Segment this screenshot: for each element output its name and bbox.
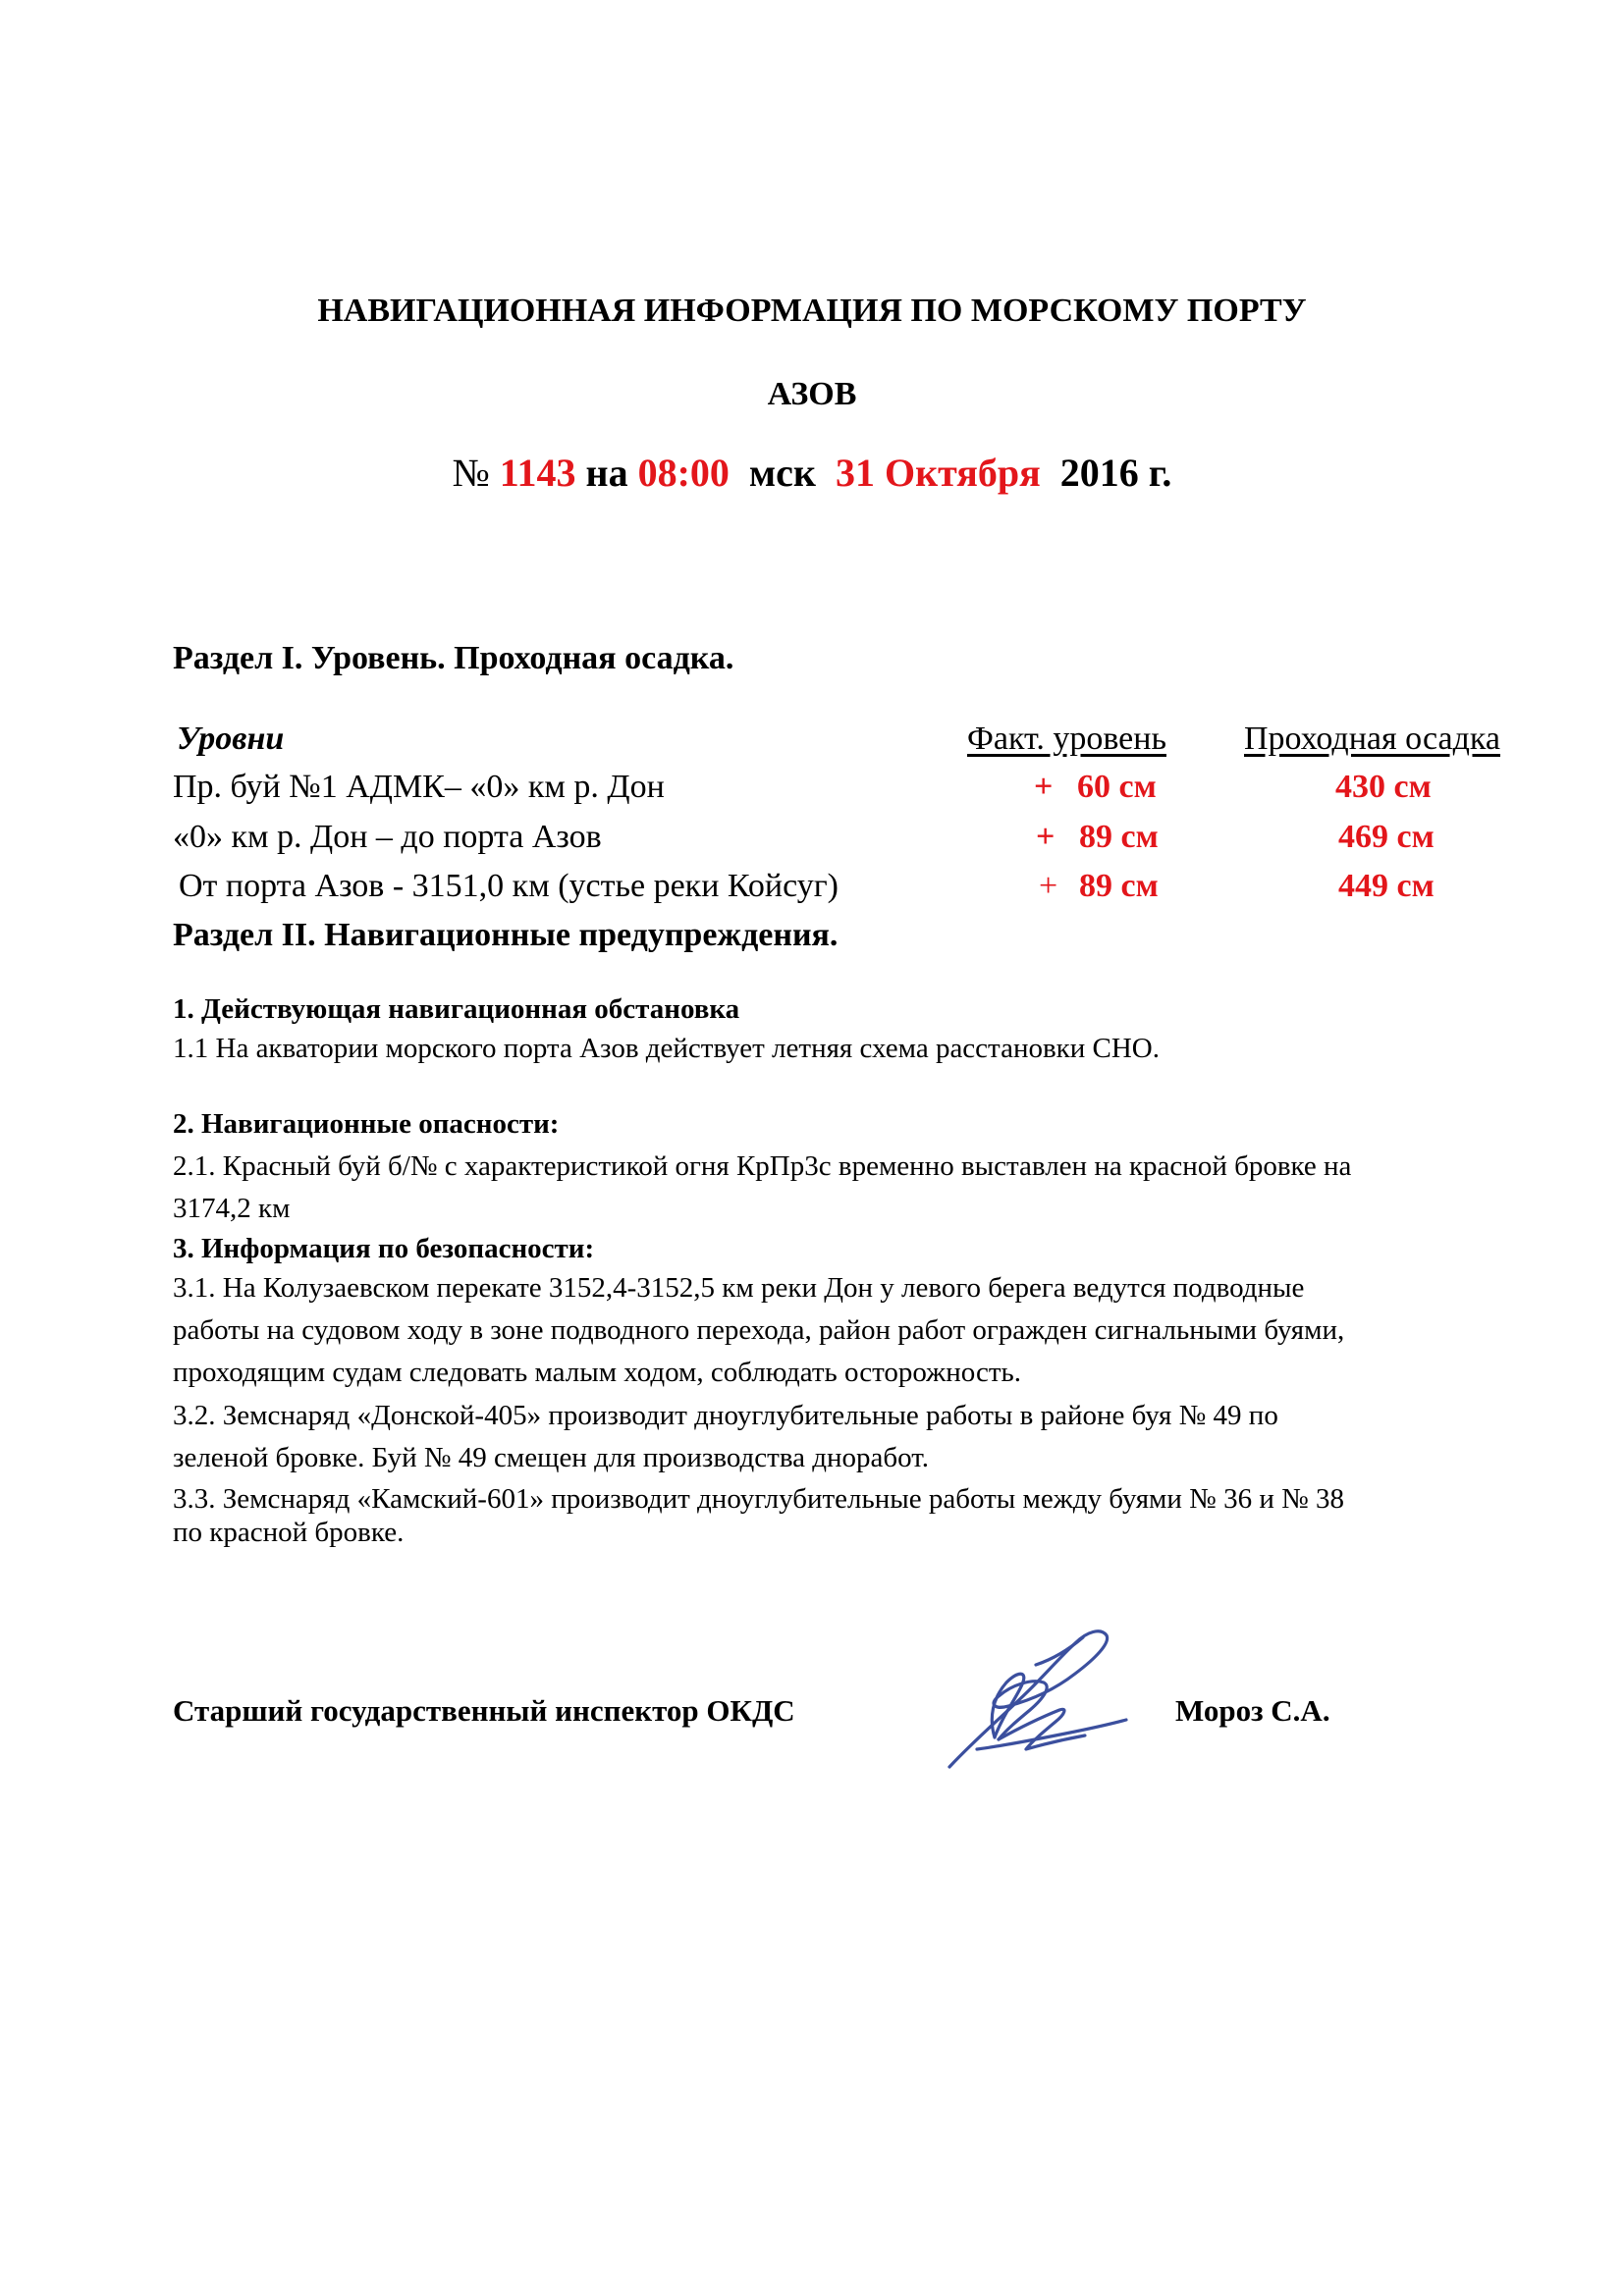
subsection1-title: 1. Действующая навигационная обстановка [173,993,740,1025]
document-title: НАВИГАЦИОННАЯ ИНФОРМАЦИЯ ПО МОРСКОМУ ПОРТУ [317,293,1307,329]
subsection3-item-4: 3.2. Земснаряд «Донской-405» производит дноуглубительные работы в районе буя № 49 по [173,1400,1278,1431]
level-row-2-actual: 89 см [1079,819,1159,855]
subsection2-item-2: 3174,2 км [173,1193,291,1224]
subsection1-item-1: 1.1 На акватории морского порта Азов действует летняя схема расстановки СНО. [173,1033,1161,1064]
subsection3-title: 3. Информация по безопасности: [173,1233,595,1264]
issue-number-prefix: № [452,451,490,495]
level-row-2-sign: + [1036,819,1056,855]
level-row-2-name: «0» км р. Дон – до порта Азов [173,819,602,855]
section1-title: Раздел I. Уровень. Проходная осадка. [173,640,734,676]
level-row-3-sign: + [1039,868,1058,904]
signatory-name: Мороз С.А. [1175,1693,1330,1728]
handwritten-signature-icon [938,1620,1144,1787]
issue-time: 08:00 [637,451,730,495]
subsection3-item-7: по красной бровке. [173,1517,405,1548]
subsection2-title: 2. Навигационные опасности: [173,1108,560,1140]
level-row-3-draft: 449 см [1338,868,1435,904]
level-row-1-sign: + [1034,769,1054,805]
issue-date: 31 Октября [835,451,1041,495]
port-name: АЗОВ [767,376,857,412]
column-header-levels: Уровни [177,721,285,757]
subsection3-item-1: 3.1. На Колузаевском перекате 3152,4-3152,5 км реки Дон у левого берега ведутся подводные [173,1272,1305,1304]
level-row-1-name: Пр. буй №1 АДМК– «0» км р. Дон [173,769,665,805]
subsection3-item-2: работы на судовом ходу в зоне подводного перехода, район работ огражден сигнальными буями, [173,1314,1345,1346]
subsection3-item-3: проходящим судам следовать малым ходом, соблюдать осторожность. [173,1357,1021,1388]
issue-timezone: мск [748,451,816,495]
level-row-2-draft: 469 см [1338,819,1435,855]
column-header-actual-level: Факт. уровень [967,721,1166,757]
signatory-position: Старший государственный инспектор ОКДС [173,1693,795,1728]
issue-year: 2016 г. [1059,451,1172,495]
level-row-3-name: От порта Азов - 3151,0 км (устье реки Койсуг) [179,868,839,904]
level-row-1-draft: 430 см [1335,769,1432,805]
column-header-draft: Проходная осадка [1244,721,1500,757]
level-row-1-actual: 60 см [1077,769,1157,805]
issue-at: на [585,451,628,495]
subsection3-item-5: зеленой бровке. Буй № 49 смещен для производства дноработ. [173,1442,930,1473]
issue-line [0,450,1624,496]
subsection2-item-1: 2.1. Красный буй б/№ с характеристикой огня КрПр3с временно выставлен на красной бровке на [173,1150,1352,1182]
section2-title: Раздел II. Навигационные предупреждения. [173,917,839,953]
issue-number: 1143 [499,451,576,495]
subsection3-item-6: 3.3. Земснаряд «Камский-601» производит дноуглубительные работы между буями № 36 и № 38 [173,1483,1345,1515]
level-row-3-actual: 89 см [1079,868,1159,904]
